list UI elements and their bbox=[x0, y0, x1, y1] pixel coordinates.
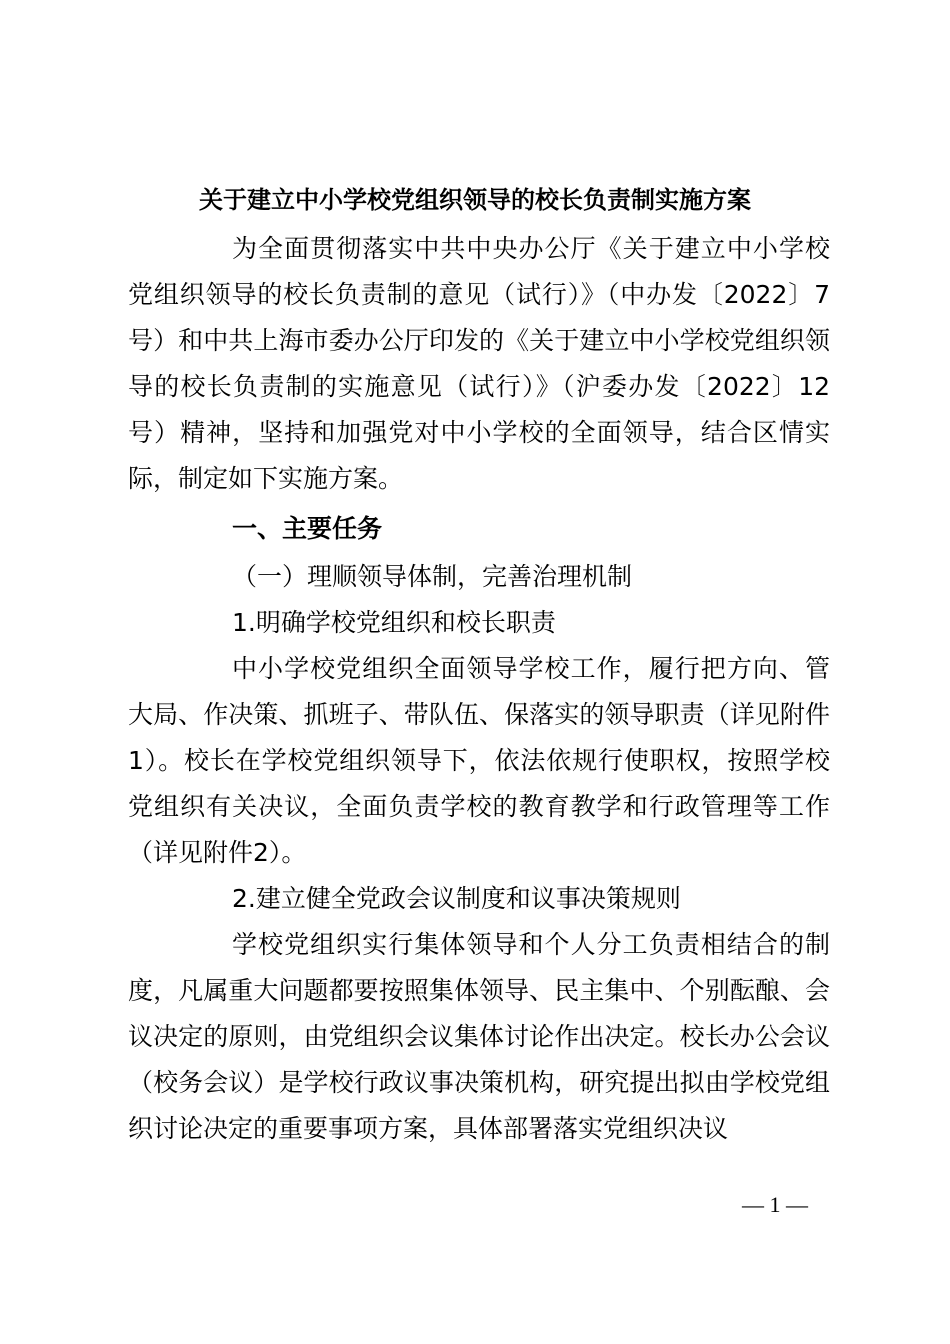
item-heading-responsibilities: 1.明确学校党组织和校长职责 bbox=[232, 608, 556, 637]
section-heading-main-tasks: 一、主要任务 bbox=[232, 514, 383, 543]
page-number: — 1 — bbox=[742, 1192, 808, 1217]
item-paragraph-meeting-system: 学校党组织实行集体领导和个人分工负责相结合的制度，凡属重大问题都要按照集体领导、民主集中、个别酝酿、会议决定的原则，由党组织会议集体讨论作出决定。校长办公会议（校务会议）是学校行政议事决策机构，研究提出拟由学校党组织讨论决定的重要事项方案，具体部署落实党组织决议 bbox=[128, 930, 830, 1143]
subsection-heading-leadership-system: （一）理顺领导体制，完善治理机制 bbox=[232, 562, 633, 591]
item-paragraph-responsibilities: 中小学校党组织全面领导学校工作，履行把方向、管大局、作决策、抓班子、带队伍、保落实的领导职责（详见附件1）。校长在学校党组织领导下，依法依规行使职权，按照学校党组织有关决议，全面负责学校的教育教学和行政管理等工作（详见附件2）。 bbox=[128, 654, 830, 867]
document-title: 关于建立中小学校党组织领导的校长负责制实施方案 bbox=[199, 185, 751, 214]
document-body bbox=[128, 226, 830, 1152]
item-heading-meeting-system: 2.建立健全党政会议制度和议事决策规则 bbox=[232, 884, 681, 913]
intro-paragraph: 为全面贯彻落实中共中央办公厅《关于建立中小学校党组织领导的校长负责制的意见（试行）》（中办发〔2022〕7号）和中共上海市委办公厅印发的《关于建立中小学校党组织领导的校长负责制的实施意见（试行）》（沪委办发〔2022〕12号）精神，坚持和加强党对中小学校的全面领导，结合区情实际，制定如下实施方案。 bbox=[128, 234, 830, 493]
